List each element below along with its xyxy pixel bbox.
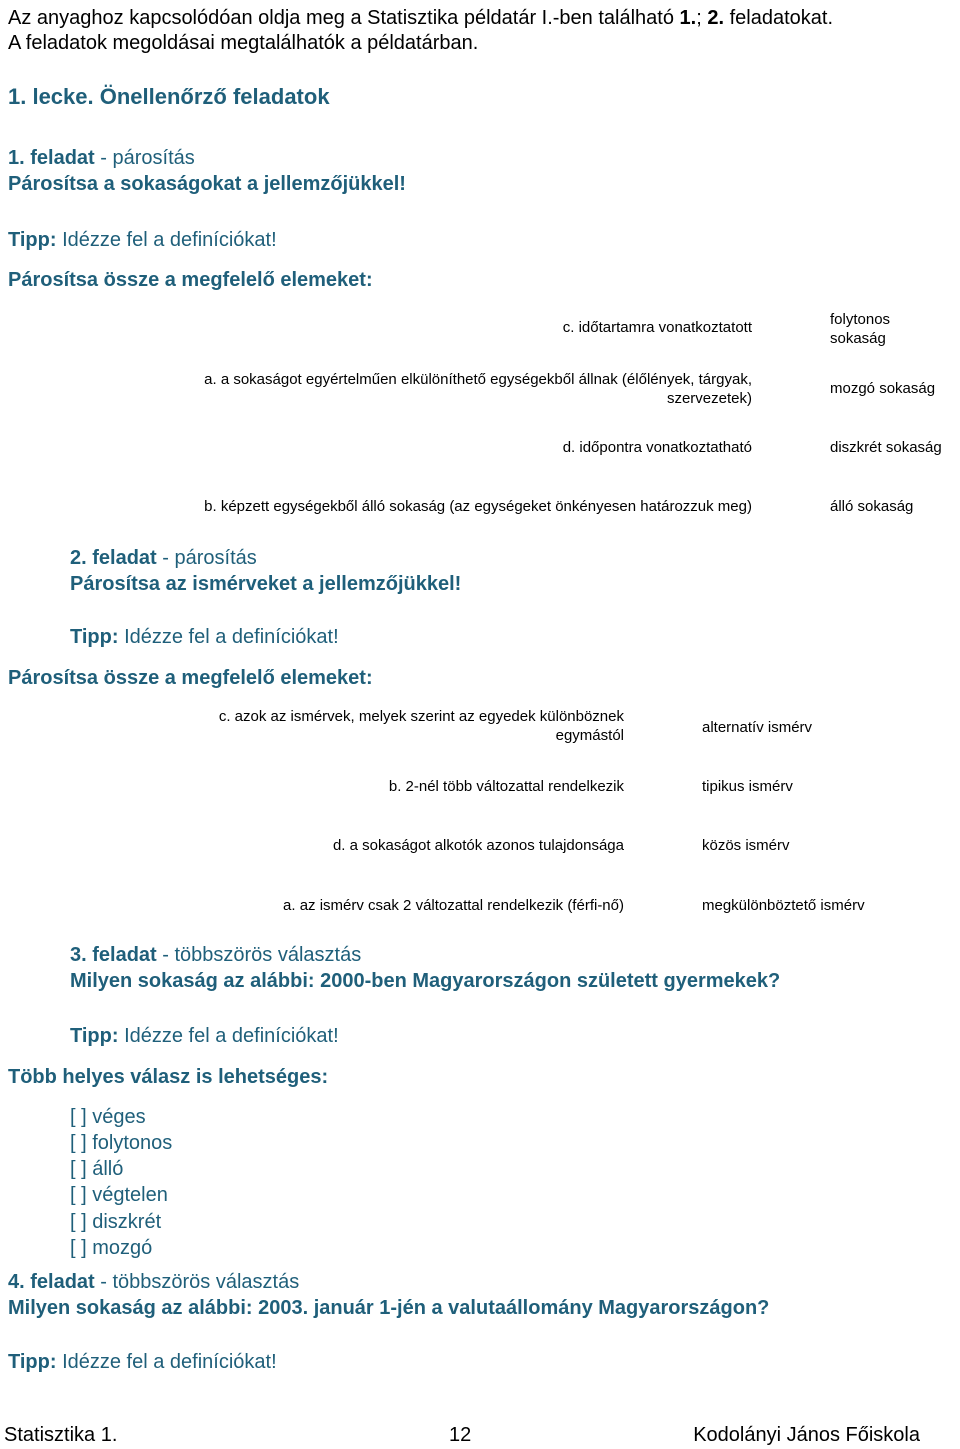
task2-left-b[interactable]: b. 2-nél több változattal rendelkezik [388, 778, 624, 795]
task1-right-3[interactable]: diszkrét sokaság [830, 439, 942, 456]
task3-heading: 3. feladat - többszörös választás [70, 944, 362, 966]
footer-institution: Kodolányi János Főiskola [693, 1424, 920, 1446]
task1-right-1[interactable]: folytonos sokaság [830, 311, 891, 347]
task3-option-mozgo[interactable]: [ ] mozgó [70, 1237, 153, 1259]
task1-right-2[interactable]: mozgó sokaság [830, 380, 936, 397]
task3-tip: Tipp: Idézze fel a definíciókat! [70, 1025, 339, 1047]
task1-left-c[interactable]: c. időtartamra vonatkoztatott [562, 319, 752, 336]
task2-instruction: Párosítsa össze a megfelelő elemeket: [8, 667, 373, 689]
task2-question: Párosítsa az ismérveket a jellemzőjükkel! [70, 573, 462, 595]
task3-question: Milyen sokaság az alábbi: 2000-ben Magyarországon született gyermekek? [70, 970, 781, 992]
task3-option-folytonos[interactable]: [ ] folytonos [70, 1132, 173, 1154]
task2-right-3[interactable]: közös ismérv [702, 837, 790, 854]
task2-heading: 2. feladat - párosítás [70, 547, 257, 569]
task1-right-4[interactable]: álló sokaság [830, 498, 914, 515]
task1-tip: Tipp: Idézze fel a definíciókat! [8, 229, 277, 251]
task2-right-2[interactable]: tipikus ismérv [702, 778, 793, 795]
task4-heading: 4. feladat - többszörös választás [8, 1271, 300, 1293]
lesson-title: 1. lecke. Önellenőrző feladatok [8, 84, 330, 109]
task4-question: Milyen sokaság az alábbi: 2003. január 1-jén a valutaállomány Magyarországon? [8, 1297, 770, 1319]
task1-question: Párosítsa a sokaságokat a jellemzőjükkel! [8, 173, 406, 195]
task2-right-1[interactable]: alternatív ismérv [702, 719, 813, 736]
task3-option-allo[interactable]: [ ] álló [70, 1158, 124, 1180]
intro-line-2: A feladatok megoldásai megtalálhatók a példatárban. [8, 32, 479, 54]
task1-left-a[interactable]: a. a sokaságot egyértelműen elkülöníthető egységekből állnak (élőlények, tárgyak, szervezetek) [204, 371, 752, 407]
task1-heading: 1. feladat - párosítás [8, 147, 195, 169]
task2-left-a[interactable]: a. az ismérv csak 2 változattal rendelkezik (férfi-nő) [283, 897, 624, 914]
intro-line-1: Az anyaghoz kapcsolódóan oldja meg a Statisztika példatár I.-ben található 1.; 2. feladatokat. [8, 7, 834, 29]
task2-right-4[interactable]: megkülönböztető ismérv [702, 897, 865, 914]
task2-tip: Tipp: Idézze fel a definíciókat! [70, 626, 339, 648]
task3-instruction: Több helyes válasz is lehetséges: [8, 1066, 329, 1088]
footer-page-number: 12 [449, 1424, 472, 1446]
task1-instruction: Párosítsa össze a megfelelő elemeket: [8, 269, 373, 291]
task3-option-diszkret[interactable]: [ ] diszkrét [70, 1211, 162, 1233]
task1-left-d[interactable]: d. időpontra vonatkoztatható [562, 439, 752, 456]
task3-option-vegtelen[interactable]: [ ] végtelen [70, 1184, 168, 1206]
task2-left-d[interactable]: d. a sokaságot alkotók azonos tulajdonsága [332, 837, 624, 854]
task1-left-b[interactable]: b. képzett egységekből álló sokaság (az egységeket önkényesen határozzuk meg) [204, 498, 752, 515]
task3-option-veges[interactable]: [ ] véges [70, 1106, 146, 1128]
task2-left-c[interactable]: c. azok az ismérvek, melyek szerint az egyedek különböznek egymástól [218, 708, 624, 744]
footer-course: Statisztika 1. [4, 1424, 118, 1446]
task4-tip: Tipp: Idézze fel a definíciókat! [8, 1351, 277, 1373]
